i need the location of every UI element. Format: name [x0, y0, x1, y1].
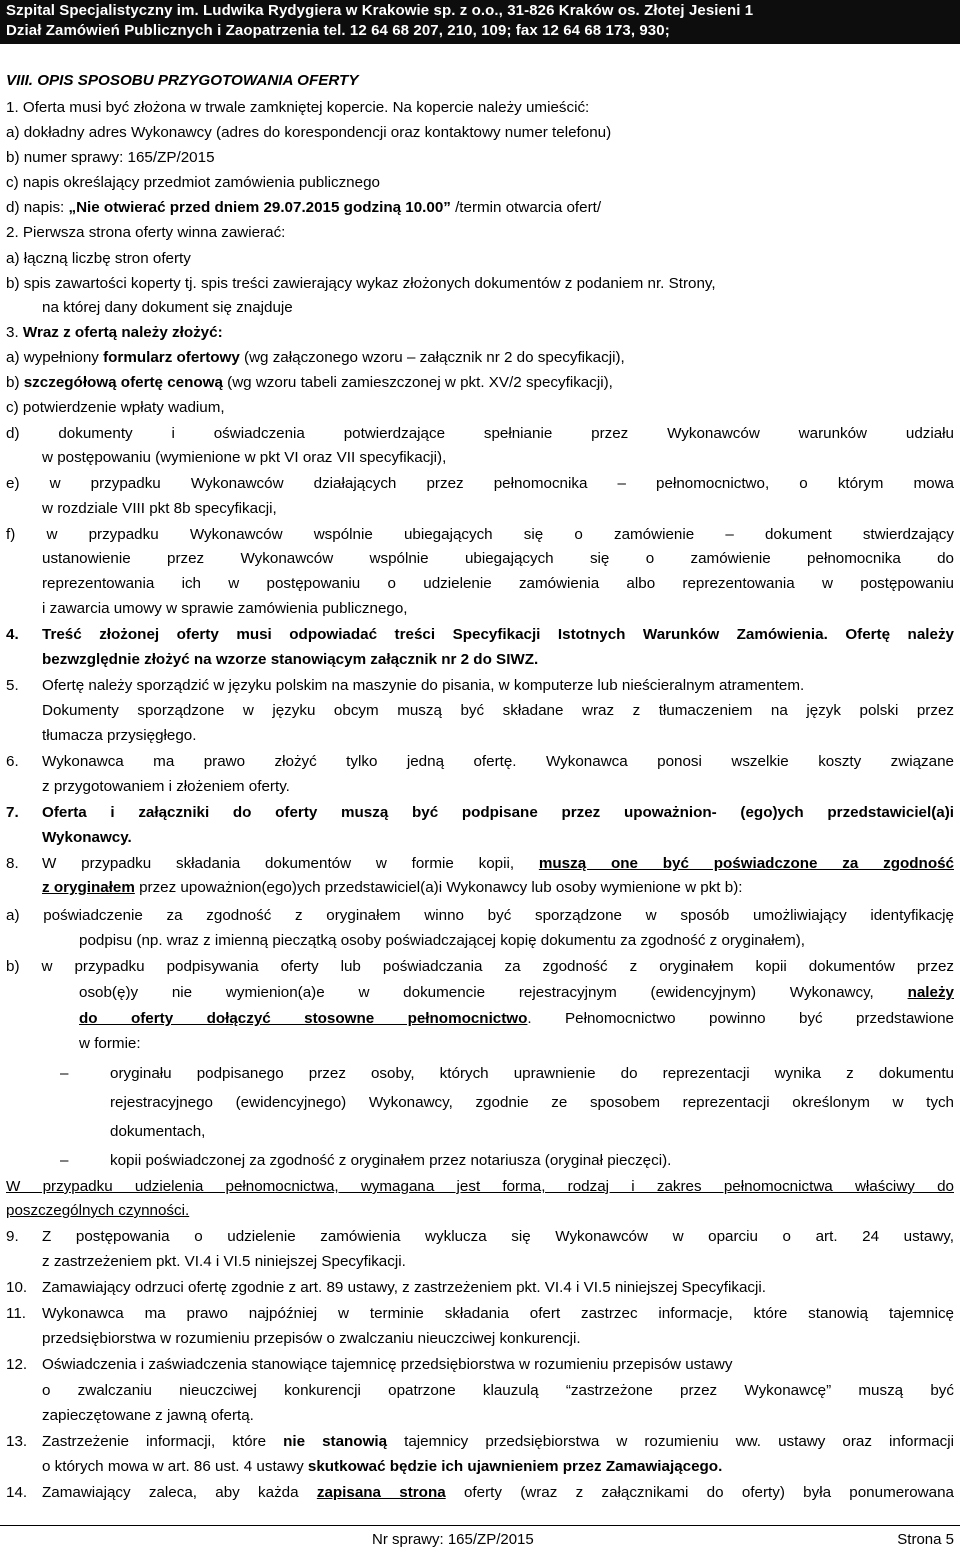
p3-item-f-line1: f) w przypadku Wykonawców wspólnie ubiegających się o zamówienie – dokument stwierdzający [6, 526, 954, 543]
p12-line2: o zwalczaniu nieuczciwej konkurencji opatrzone klauzulą “zastrzeżone przez Wykonawcę” muszą być [42, 1382, 954, 1399]
p14-l1-emphasis: zapisana strona [316, 1484, 446, 1501]
p3-item-c: c) potwierdzenie wpłaty wadium, [6, 399, 225, 416]
p1-d-suffix: /termin otwarcia ofert/ [450, 199, 602, 216]
p5-line1: Ofertę należy sporządzić w języku polskim na maszynie do pisania, w komputerze lub nieścieralnym atramentem. [42, 677, 805, 694]
p8-dash1-line3: dokumentach, [110, 1123, 206, 1140]
p8-item-a-line2: podpisu (np. wraz z imienną pieczątką osoby poświadczającej kopię dokumentu za zgodność z oryginałem), [79, 932, 806, 949]
p14-number: 14. [6, 1484, 28, 1501]
p13-line1 [42, 1433, 954, 1451]
p8-note-line2: poszczególnych czynności. [6, 1202, 190, 1219]
p8-l2-emphasis: z oryginałem [42, 879, 135, 896]
p6-number: 6. [6, 753, 19, 770]
p13-l1-suffix: tajemnicy przedsiębiorstwa w rozumieniu ww. ustawy oraz informacji [387, 1433, 954, 1450]
p2-intro: 2. Pierwsza strona oferty winna zawierać: [6, 224, 286, 241]
p3-b-bold: szczegółową ofertę cenową [23, 374, 223, 391]
p8-item-a-line1: a) poświadczenie za zgodność z oryginałem winno być sporządzone w sposób umożliwiający identyfikację [6, 907, 954, 924]
p8-dash2-line: kopii poświadczonej za zgodność z oryginałem przez notariusza (oryginał pieczęci). [110, 1152, 672, 1169]
p8-line2 [42, 879, 742, 897]
p2-item-a: a) łączną liczbę stron oferty [6, 250, 191, 267]
p8-line1 [42, 855, 954, 873]
p3-item-b [6, 374, 613, 392]
p11-line2: przedsiębiorstwa w rozumieniu przepisów o zwalczaniu nieuczciwej konkurencji. [42, 1330, 581, 1347]
p13-l2-bold: skutkować będzie ich ujawnieniem przez Zamawiającego. [307, 1458, 723, 1475]
header-hospital-name: Szpital Specjalistyczny im. Ludwika Rydygiera w Krakowie sp. z o.o., 31-826 Kraków os. Złotej Jesieni 1 [6, 2, 754, 19]
p8-dash1-line2: rejestracyjnego (ewidencyjnego) Wykonawcy, zgodnie ze sposobem reprezentacji określonym w tych [110, 1094, 954, 1111]
p6-line2: z przygotowaniem i złożeniem oferty. [42, 778, 290, 795]
p3-intro [6, 324, 223, 342]
p13-line2 [42, 1458, 722, 1476]
p8-item-b-line3 [79, 1010, 954, 1028]
p1-item-a: a) dokładny adres Wykonawcy (adres do korespondencji oraz kontaktowy numer telefonu) [6, 124, 612, 141]
p8-dash1-line1: oryginału podpisanego przez osoby, których uprawnienie do reprezentacji wynika z dokumentu [110, 1065, 954, 1082]
p3-a-suffix: (wg załączonego wzoru – załącznik nr 2 do specyfikacji), [239, 349, 625, 366]
p1-d-bold: „Nie otwierać przed dniem 29.07.2015 godziną 10.00” [68, 199, 451, 216]
page-header [0, 0, 960, 44]
p2-item-b-line1: b) spis zawartości koperty tj. spis treści zawierający wykaz złożonych dokumentów z podaniem nr. Strony, [6, 275, 716, 292]
p3-item-f-line2: ustanowienie przez Wykonawców wspólnie ubiegających się o zamówienie pełnomocnika do [42, 550, 954, 567]
p8-l2-suffix: przez upoważnion(ego)ych przedstawiciel(a)i Wykonawcy lub osoby wymienione w pkt b): [134, 879, 743, 896]
p3-item-f-line4: i zawarcia umowy w sprawie zamówienia publicznego, [42, 600, 408, 617]
p1-item-b: b) numer sprawy: 165/ZP/2015 [6, 149, 215, 166]
p5-number: 5. [6, 677, 19, 694]
p3-a-prefix: a) wypełniony [6, 349, 104, 366]
p8-b3-suffix: . Pełnomocnictwo powinno być przedstawione [527, 1010, 954, 1027]
p4-line2: bezwzględnie złożyć na wzorze stanowiącym załącznik nr 2 do SIWZ. [42, 651, 539, 668]
p3-item-e-line2: w rozdziale VIII pkt 8b specyfikacji, [42, 500, 277, 517]
p10-line1: Zamawiający odrzuci ofertę zgodnie z art. 89 ustawy, z zastrzeżeniem pkt. VI.4 i VI.5 niniejszej Specyfikacji. [42, 1279, 766, 1296]
p1-d-prefix: d) napis: [6, 199, 69, 216]
p5-line3: tłumacza przysięgłego. [42, 727, 197, 744]
p10-number: 10. [6, 1279, 28, 1296]
p3-item-a [6, 349, 625, 367]
p13-l2-prefix: o których mowa w art. 86 ust. 4 ustawy [42, 1458, 308, 1475]
header-department-contact: Dział Zamówień Publicznych i Zaopatrzenia tel. 12 64 68 207, 210, 109; fax 12 64 68 173, 930; [6, 22, 670, 39]
p1-intro: 1. Oferta musi być złożona w trwale zamkniętej kopercie. Na kopercie należy umieścić: [6, 99, 590, 116]
p9-number: 9. [6, 1228, 19, 1245]
p3-a-bold: formularz ofertowy [103, 349, 240, 366]
p1-item-d [6, 199, 601, 217]
p6-line1: Wykonawca ma prawo złożyć tylko jedną ofertę. Wykonawca ponosi wszelkie koszty związane [42, 753, 954, 770]
p7-number: 7. [6, 804, 19, 821]
p3-b-prefix: b) [6, 374, 24, 391]
p3-b-suffix: (wg wzoru tabeli zamieszczonej w pkt. XV/2 specyfikacji), [222, 374, 613, 391]
p14-l1-prefix: Zamawiający zaleca, aby każda [42, 1484, 317, 1501]
p3-item-d-line2: w postępowaniu (wymienione w pkt VI oraz VII specyfikacji), [42, 449, 447, 466]
p7-line1: Oferta i załączniki do oferty muszą być podpisane przez upoważnion- (ego)ych przedstawiciel(a)i [42, 804, 954, 821]
p14-line1 [42, 1484, 954, 1502]
p9-line2: z zastrzeżeniem pkt. VI.4 i VI.5 niniejszej Specyfikacji. [42, 1253, 406, 1270]
p8-b2-prefix: osob(ę)y nie wymienion(a)e w dokumencie rejestracyjnym (ewidencyjnym) Wykonawcy, [79, 984, 908, 1001]
p8-b2-emphasis: należy [907, 984, 954, 1001]
p3-item-e-line1: e) w przypadku Wykonawców działających przez pełnomocnika – pełnomocnictwo, o którym mowa [6, 475, 954, 492]
p14-l1-suffix: oferty (wraz z załącznikami do oferty) była ponumerowana [445, 1484, 954, 1501]
footer-case-number: Nr sprawy: 165/ZP/2015 [372, 1531, 534, 1548]
p3-num: 3. [6, 324, 23, 341]
p13-number: 13. [6, 1433, 28, 1450]
p8-dash-2: – [60, 1152, 69, 1169]
p5-line2: Dokumenty sporządzone w języku obcym muszą być składane wraz z tłumaczeniem na język polski przez [42, 702, 954, 719]
p8-dash-1: – [60, 1065, 69, 1082]
p3-item-d-line1: d) dokumenty i oświadczenia potwierdzające spełnianie przez Wykonawców warunków udziału [6, 425, 954, 442]
p7-line2: Wykonawcy. [42, 829, 132, 846]
section-title: VIII. OPIS SPOSOBU PRZYGOTOWANIA OFERTY [6, 72, 359, 89]
p8-l1-prefix: W przypadku składania dokumentów w formie kopii, [42, 855, 539, 872]
footer-divider [0, 1525, 960, 1526]
p8-item-b-line2 [79, 984, 954, 1002]
p11-number: 11. [6, 1305, 26, 1322]
p12-line1: Oświadczenia i zaświadczenia stanowiące tajemnicę przedsiębiorstwa w rozumieniu przepisów ustawy [42, 1356, 733, 1373]
p12-line3: zapieczętowane z jawną ofertą. [42, 1407, 254, 1424]
p1-item-c: c) napis określający przedmiot zamówienia publicznego [6, 174, 380, 191]
p4-line1: Treść złożonej oferty musi odpowiadać treści Specyfikacji Istotnych Warunków Zamówienia. Ofertę należy [42, 626, 954, 643]
p8-item-b-line1: b) w przypadku podpisywania oferty lub poświadczania za zgodność z oryginałem kopii dokumentów przez [6, 958, 954, 975]
p11-line1: Wykonawca ma prawo najpóźniej w terminie składania ofert zastrzec informacje, które stanowią tajemnicę [42, 1305, 954, 1322]
p4-number: 4. [6, 626, 19, 643]
p8-item-b-line4: w formie: [79, 1035, 141, 1052]
p3-intro-bold: Wraz z ofertą należy złożyć: [22, 324, 223, 341]
p12-number: 12. [6, 1356, 28, 1373]
p2-item-b-line2: na której dany dokument się znajduje [42, 299, 293, 316]
p8-l1-emphasis: muszą one być poświadczone za zgodność [538, 855, 955, 872]
p8-b3-emphasis: do oferty dołączyć stosowne pełnomocnictwo [79, 1010, 528, 1027]
p13-l1-bold: nie stanowią [283, 1433, 388, 1450]
p3-item-f-line3: reprezentowania ich w postępowaniu o udzielenie zamówienia albo reprezentowania w postępowaniu [42, 575, 954, 592]
footer-page-number: Strona 5 [897, 1531, 954, 1548]
p13-l1-prefix: Zastrzeżenie informacji, które [42, 1433, 284, 1450]
p8-number: 8. [6, 855, 19, 872]
p8-note-line1: W przypadku udzielenia pełnomocnictwa, wymagana jest forma, rodzaj i zakres pełnomocnictwa właściwy do [6, 1178, 954, 1195]
p9-line1: Z postępowania o udzielenie zamówienia wyklucza się Wykonawców w oparciu o art. 24 ustawy, [42, 1228, 954, 1245]
